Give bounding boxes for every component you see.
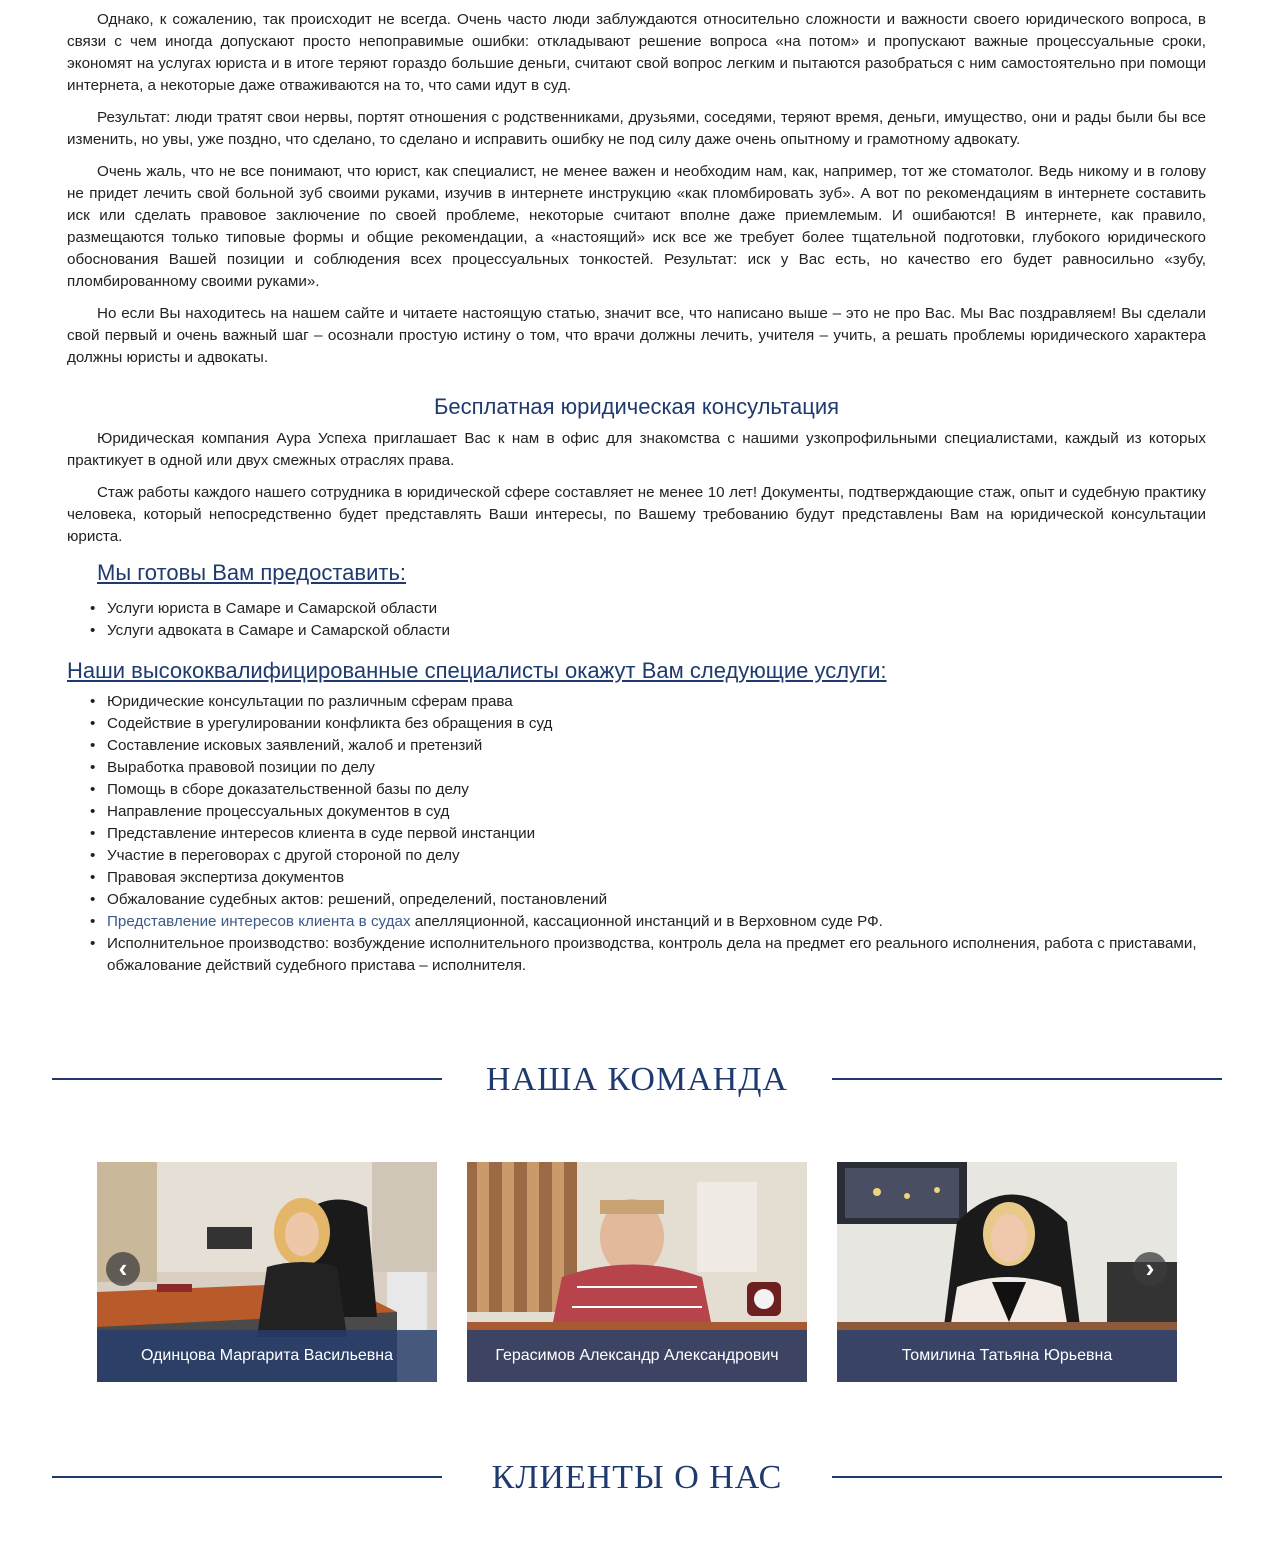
court-representation-link[interactable]: Представление интересов клиента в судах: [107, 913, 411, 930]
divider-line: [52, 1078, 442, 1080]
services-list: [107, 691, 1206, 977]
list-item: • Услуги юриста в Самаре и Самарской области: [107, 598, 1206, 620]
clients-section-header: [52, 1456, 1222, 1500]
chevron-right-icon: ›: [1145, 1253, 1155, 1283]
list-item: • Участие в переговорах с другой стороной по делу: [107, 845, 1206, 867]
carousel-prev-button[interactable]: [106, 1252, 140, 1286]
list-item: • Содействие в урегулировании конфликта без обращения в суд: [107, 713, 1206, 735]
list-item: • Составление исковых заявлений, жалоб и претензий: [107, 735, 1206, 757]
list-item: • Помощь в сборе доказательственной базы по делу: [107, 779, 1206, 801]
services-heading: Наши высококвалифицированные специалисты окажут Вам следующие услуги:: [67, 658, 887, 683]
list-item: • Обжалование судебных актов: решений, определений, постановлений: [107, 889, 1206, 911]
team-section-title: НАША КОМАНДА: [486, 1061, 788, 1098]
chevron-left-icon: ‹: [118, 1253, 128, 1283]
offer-heading: Мы готовы Вам предоставить:: [97, 560, 407, 585]
team-member-card[interactable]: [467, 1162, 807, 1382]
free-consultation-heading: Бесплатная юридическая консультация: [433, 394, 840, 419]
article-paragraph: Однако, к сожалению, так происходит не всегда. Очень часто люди заблуждаются относительно сложности и важности своего юридического вопроса, в связи с чем иногда допускают просто непоправимые ошибки: откладывают решение вопроса «на потом» и пропускают важные процессуальные сроки, экономят на услугах юриста и в итоге теряют гораздо большие деньги, считают свой вопрос легким и пытаются разобраться с ним самостоятельно при помощи интернета, а некоторые даже отваживаются на то, что сами идут в суд.: [67, 11, 1206, 94]
list-item: • Исполнительное производство: возбуждение исполнительного производства, контроль дела на предмет его реального исполнения, работа с приставами, обжалование действий судебного пристава – исполнителя.: [107, 933, 1206, 977]
list-item: [107, 911, 1206, 933]
carousel-next-button[interactable]: [1133, 1252, 1167, 1286]
clients-section-title: КЛИЕНТЫ О НАС: [491, 1459, 783, 1496]
list-item: • Услуги адвоката в Самаре и Самарской области: [107, 620, 1206, 642]
offer-list: [107, 598, 1206, 642]
list-item: • Выработка правовой позиции по делу: [107, 757, 1206, 779]
team-member-card[interactable]: [837, 1162, 1177, 1382]
article-paragraph: Очень жаль, что не все понимают, что юрист, как специалист, не менее важен и необходим нам, как, например, тот же стоматолог. Ведь никому и в голову не придет лечить свой больной зуб своими руками, изучив в интернете инструкцию «как пломбировать зуб». А вот по рекомендациям в интернете составить иск или сделать правовое заключение по своей проблеме, некоторые считают вполне даже приемлемым. И ошибаются! В интернете, как правило, размещаются только типовые формы и общие рекомендации, а «настоящий» иск все же требует более тщательной подготовки, глубокого юридического обоснования Вашей позиции и соблюдения всех процессуальных тонкостей. Результат: иск у Вас есть, но качество его будет равносильно «зубу, пломбированному своими руками».: [67, 163, 1206, 290]
team-member-name: Томилина Татьяна Юрьевна: [837, 1330, 1177, 1382]
list-item: • Правовая экспертиза документов: [107, 867, 1206, 889]
divider-line: [52, 1476, 442, 1478]
team-member-card[interactable]: [97, 1162, 437, 1382]
article-paragraph: Результат: люди тратят свои нервы, портят отношения с родственниками, друзьями, соседями, теряют время, деньги, имущество, они и рады были бы все изменить, но увы, уже поздно, что сделано, то сделано и исправить ошибку не под силу даже очень опытному и грамотному адвокату.: [67, 109, 1206, 148]
team-section-header: [52, 1058, 1222, 1102]
article-content: [67, 9, 1206, 977]
divider-line: [832, 1078, 1222, 1080]
article-paragraph: Юридическая компания Аура Успеха приглашает Вас к нам в офис для знакомства с нашими узкопрофильными специалистами, каждый из которых практикует в одной или двух смежных отраслях права.: [67, 430, 1206, 469]
divider-line: [832, 1476, 1222, 1478]
team-member-name: Одинцова Маргарита Васильевна: [97, 1330, 437, 1382]
team-member-name: Герасимов Александр Александрович: [467, 1330, 807, 1382]
list-item-text: апелляционной, кассационной инстанций и в Верховном суде РФ.: [410, 913, 883, 930]
list-item: • Представление интересов клиента в суде первой инстанции: [107, 823, 1206, 845]
article-paragraph: Но если Вы находитесь на нашем сайте и читаете настоящую статью, значит все, что написано выше – это не про Вас. Мы Вас поздравляем! Вы сделали свой первый и очень важный шаг – осознали простую истину о том, что врачи должны лечить, учителя – учить, а решать проблемы юридического характера должны юристы и адвокаты.: [67, 305, 1206, 366]
list-item: • Юридические консультации по различным сферам права: [107, 691, 1206, 713]
team-carousel: [97, 1162, 1177, 1382]
article-paragraph: Стаж работы каждого нашего сотрудника в юридической сфере составляет не менее 10 лет! Документы, подтверждающие стаж, опыт и судебную практику человека, который непосредственно будет представлять Ваши интересы, по Вашему требованию будут представлены Вам на юридической консультации юриста.: [67, 484, 1206, 545]
list-item: • Направление процессуальных документов в суд: [107, 801, 1206, 823]
